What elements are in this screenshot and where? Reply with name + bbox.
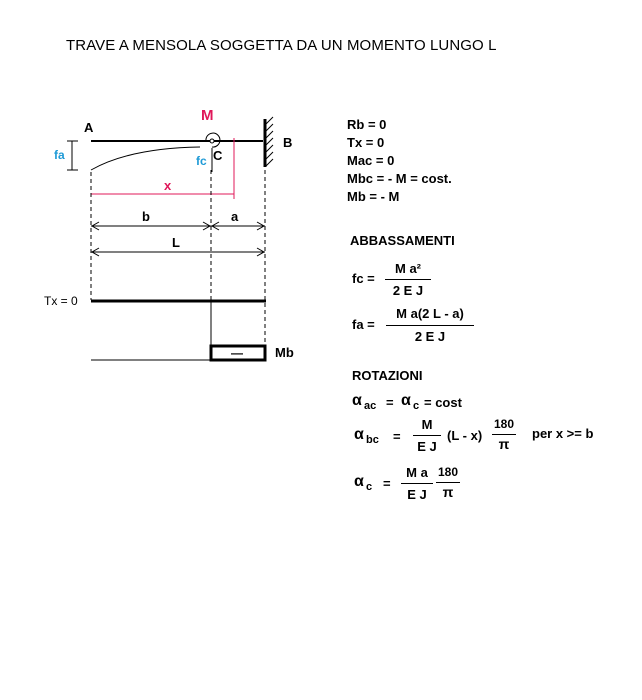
label-shear: Tx = 0 — [44, 294, 78, 308]
rotation-bc-condition: per x >= b — [532, 426, 594, 441]
alpha-subscript: ac — [364, 400, 377, 412]
conversion-denominator: π — [442, 484, 454, 500]
alpha-symbol: α — [401, 392, 411, 409]
rotation-bc-denominator: E J — [417, 439, 437, 454]
conversion-bar — [436, 482, 460, 483]
fc-denominator: 2 E J — [392, 283, 424, 298]
label-fa: fa — [54, 148, 65, 162]
rotation-bc-term: (L - x) — [447, 428, 483, 443]
conversion-bar — [492, 434, 516, 435]
reaction-mac: Mac = 0 — [347, 153, 395, 168]
alpha-subscript: c — [413, 400, 420, 412]
fa-numerator: M a(2 L - a) — [396, 306, 464, 321]
reaction-rb: Rb = 0 — [347, 117, 387, 132]
label-c-point: C — [213, 148, 223, 163]
moment-sign: — — [231, 346, 243, 360]
deflected-shape — [91, 147, 200, 170]
label-moment: M — [201, 107, 214, 124]
page-title: TRAVE A MENSOLA SOGGETTA DA UN MOMENTO LUNGO L — [66, 37, 497, 54]
support-hatching — [266, 117, 273, 166]
rotations-heading: ROTAZIONI — [352, 368, 423, 383]
rotation-bc-bar — [413, 435, 441, 436]
equals-sign: = — [386, 395, 394, 410]
conversion-denominator: π — [498, 436, 510, 452]
rotation-c-numerator: M a — [406, 465, 428, 480]
fa-dimension — [67, 141, 78, 170]
moment-point — [210, 139, 214, 143]
ba-dimension — [91, 222, 265, 230]
fa-denominator: 2 E J — [414, 329, 446, 344]
alpha-symbol: α — [352, 392, 362, 409]
fc-lhs: fc = — [352, 271, 375, 286]
label-mb: Mb — [275, 345, 294, 360]
rotation-c-bar — [401, 483, 433, 484]
conversion-numerator: 180 — [493, 417, 515, 431]
label-a-point: A — [84, 120, 94, 135]
alpha-symbol: α — [354, 426, 364, 443]
alpha-subscript: bc — [366, 434, 379, 446]
alpha-subscript: c — [366, 481, 373, 493]
equals-sign: = — [383, 476, 391, 491]
label-b-dim: b — [142, 209, 150, 224]
reaction-tx: Tx = 0 — [347, 135, 385, 150]
label-l-dim: L — [172, 235, 180, 250]
label-fc: fc — [196, 154, 207, 168]
fa-lhs: fa = — [352, 317, 375, 332]
reaction-mb: Mb = - M — [347, 189, 400, 204]
extension-lines — [91, 170, 265, 345]
rotation-ac-rhs: = cost — [424, 395, 462, 410]
alpha-symbol: α — [354, 473, 364, 490]
rotation-bc-numerator: M — [421, 417, 433, 432]
label-b-point: B — [283, 135, 293, 150]
conversion-numerator: 180 — [437, 465, 459, 479]
deflections-heading: ABBASSAMENTI — [350, 233, 455, 248]
rotation-c-denominator: E J — [407, 487, 427, 502]
label-a-dim: a — [231, 209, 239, 224]
fc-numerator: M a² — [395, 261, 421, 276]
fc-fraction-bar — [385, 279, 431, 280]
reaction-mbc: Mbc = - M = cost. — [347, 171, 452, 186]
fa-fraction-bar — [386, 325, 474, 326]
equals-sign: = — [393, 429, 401, 444]
label-x: x — [164, 178, 172, 193]
